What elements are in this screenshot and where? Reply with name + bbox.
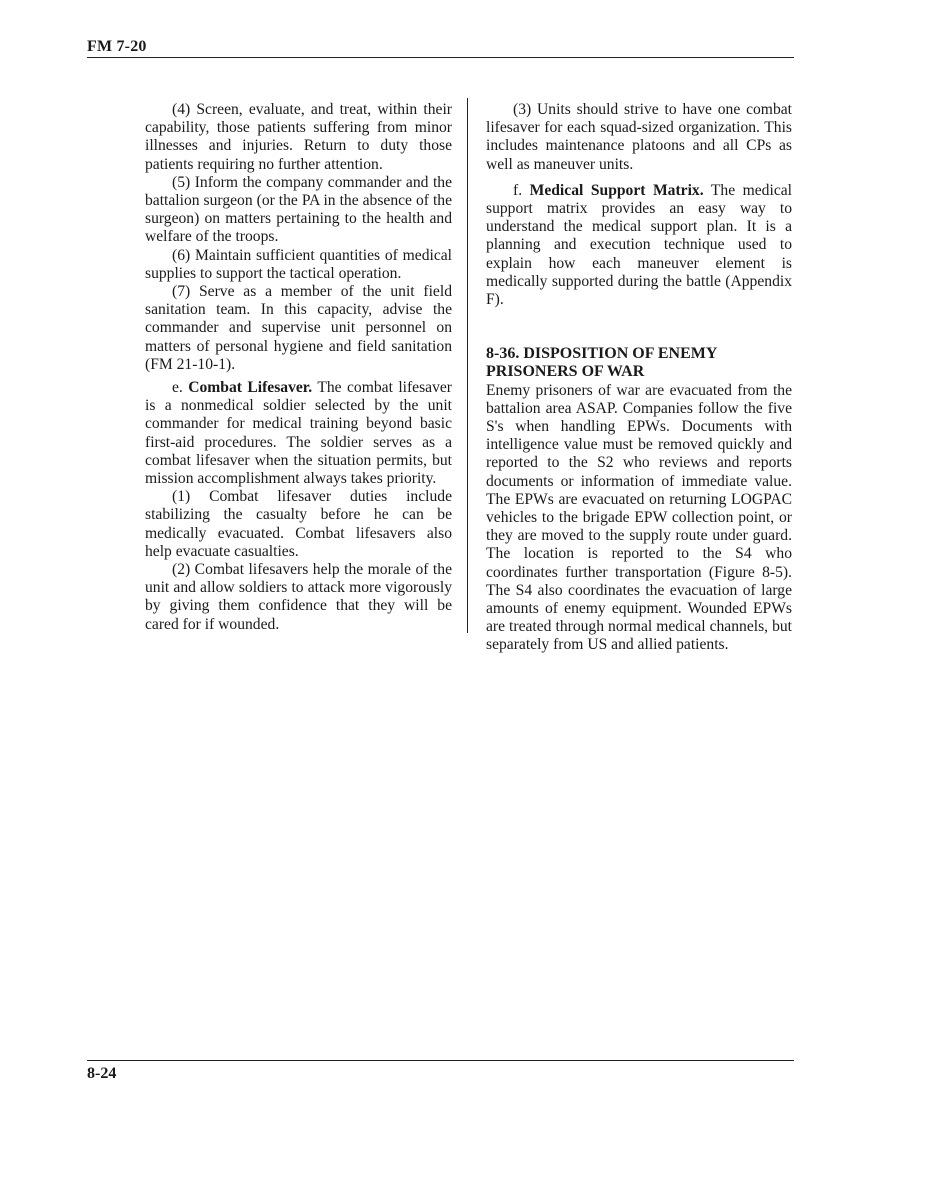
paragraph-units-lifesaver: (3) Units should strive to have one combat lifesaver for each squad-sized organization. This includes maintenance platoons and all CPs as well as maneuver units. (486, 101, 792, 173)
subheading-combat-lifesaver: Combat Lifesaver. (188, 379, 313, 397)
paragraph-epw-disposition: Enemy prisoners of war are evacuated from the battalion area ASAP. Companies follow the five S's when handling EPWs. Documents with intelligence value must be removed quickly and reported to the S2 who reviews and reports documents or information of immediate value. The EPWs are evacuated on returning LOGPAC vehicles to the brigade EPW collection point, or they are moved to the supply route under guard. The location is reported to the S4 who coordinates further transportation (Figure 8-5). The S4 also coordinates the evacuation of large amounts of enemy equipment. Wounded EPWs are treated through normal medical channels, but separately from US and allied patients. (486, 381, 792, 654)
right-column (486, 101, 792, 655)
section-heading-8-36: 8-36. DISPOSITION OF ENEMY PRISONERS OF WAR (486, 345, 717, 381)
paragraph-item-4: (4) Screen, evaluate, and treat, within their capability, those patients suffering from minor illnesses and injuries. Return to duty those patients requiring no further attention. (145, 101, 452, 173)
paragraph-lifesaver-duties: (1) Combat lifesaver duties include stabilizing the casualty before he can be medically evacuated. Combat lifesavers also help evacuate casualties. (145, 488, 452, 560)
paragraph-prefix: f. (513, 181, 530, 199)
paragraph-medical-support-matrix (486, 182, 792, 309)
paragraph-text: The combat lifesaver is a nonmedical soldier selected by the unit commander for medical training beyond basic first-aid procedures. The soldier serves as a combat lifesaver when the situation permits, but mission accomplishment always takes priority. (145, 379, 452, 488)
page-number: 8-24 (87, 1065, 117, 1082)
manual-id: FM 7-20 (87, 38, 147, 55)
header-rule (87, 57, 794, 58)
paragraph-combat-lifesaver (145, 379, 452, 488)
paragraph-prefix: e. (172, 379, 189, 397)
paragraph-lifesaver-morale: (2) Combat lifesavers help the morale of the unit and allow soldiers to attack more vigorously by giving them confidence that they will be cared for if wounded. (145, 561, 452, 633)
subheading-medical-support-matrix: Medical Support Matrix. (529, 181, 704, 199)
column-divider (467, 98, 468, 633)
paragraph-item-6: (6) Maintain sufficient quantities of medical supplies to support the tactical operation. (145, 246, 452, 282)
paragraph-item-7: (7) Serve as a member of the unit field sanitation team. In this capacity, advise the commander and supervise unit personnel on matters of personal hygiene and field sanitation (FM 21-10-1). (145, 283, 452, 373)
footer-rule (87, 1060, 794, 1061)
paragraph-text: The medical support matrix provides an easy way to understand the medical support plan. It is a planning and execution technique used to explain how each maneuver element is medically supported during the battle (Appendix F). (486, 181, 792, 309)
left-column (145, 101, 452, 634)
paragraph-item-5: (5) Inform the company commander and the battalion surgeon (or the PA in the absence of the surgeon) on matters pertaining to the health and welfare of the troops. (145, 173, 452, 246)
